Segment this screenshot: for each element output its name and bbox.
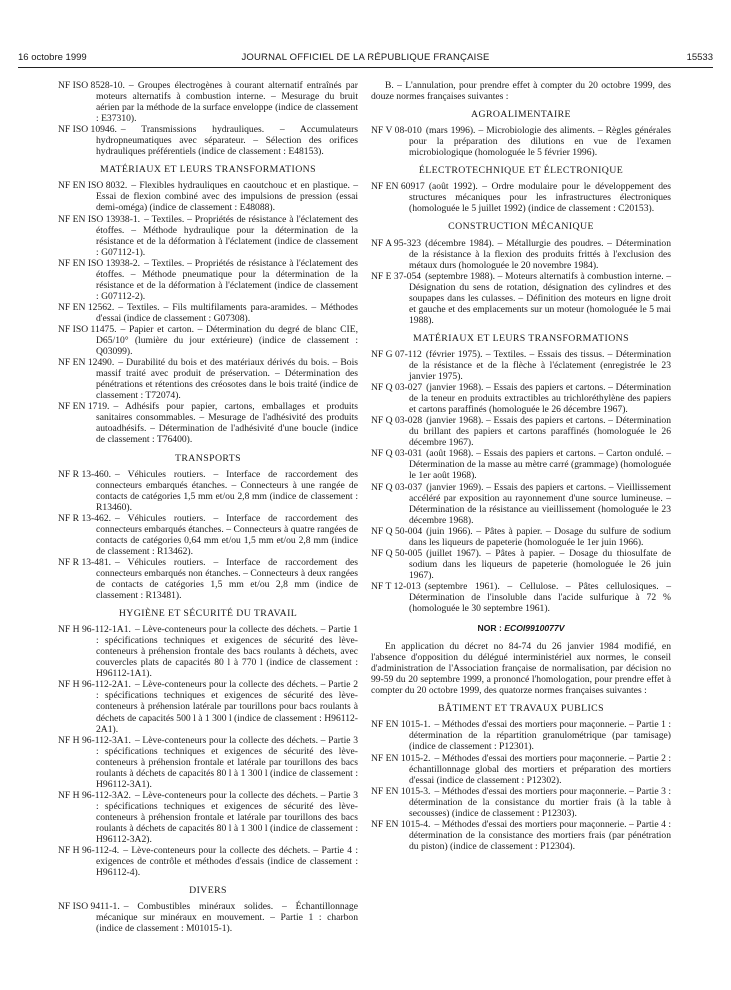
section-heading: ÉLECTROTECHNIQUE ET ÉLECTRONIQUE (418, 165, 624, 177)
norm-code: NF EN 1015-3. (371, 785, 431, 797)
norm-code: NF E 37-054 (371, 270, 422, 282)
norm-code: NF ISO 9411-1. (58, 901, 120, 913)
norm-text: – Combustibles minéraux solides. – Échantillonnage mécanique sur minéraux en mouvement. – Partie 1 : charbon (indice de classement : M01015-1). (96, 901, 358, 935)
norm-text: – Lève-conteneurs pour la collecte des déchets. – Partie 4 : exigences de contrôle et méthodes d'essais (indice de classement : H96112-4). (96, 845, 358, 879)
norm-code: NF EN 1719. (58, 401, 110, 413)
norm-code: NF T 12-013 (371, 580, 421, 592)
norm-text: (janvier 1968). – Essais des papiers et cartons. – Détermination de la teneur en produits extractibles au trichloréthylène des papiers et cartons paraffinés (homologuée le 26 décembre 1967). (409, 382, 671, 416)
norm-code: NF EN ISO 8032. (58, 180, 128, 192)
norm-entry (371, 448, 671, 481)
norm-entry (371, 526, 671, 548)
norm-text: – Véhicules routiers. – Interface de raccordement des connecteurs embarqués étanches. – Connecteurs à quatre rangées de contacts de catégories 0,64 mm et/ou 1,5 mm et/ou 2,8 mm (indice de classement : R13462). (96, 512, 358, 557)
norm-text: (juin 1966). – Pâtes à papier. – Dosage du sulfure de sodium dans les liqueurs de papeterie (homologuée le 1er juin 1966). (409, 525, 671, 548)
norm-entry (371, 482, 671, 526)
norm-code: NF H 96-112-2A1. (58, 679, 131, 691)
norm-code: NF R 13-481. (58, 556, 112, 568)
right-column (371, 80, 671, 852)
norm-text: (janvier 1969). – Essais des papiers et cartons. – Vieillissement accéléré par exposition au rayonnement d'une source lumineuse. – Détermination de la résistance au vieillissement (homologuée le 23 décembre 1968). (409, 481, 671, 526)
norm-entry (58, 324, 358, 357)
norm-text: – Groupes électrogènes à courant alternatif entraînés par moteurs alternatifs à combustion interne. – Mesurage du bruit aérien par la méthode de la surface enveloppe (indice de classement : E37310). (96, 80, 358, 125)
norm-text: – Méthodes d'essai des mortiers pour maçonnerie. – Partie 4 : détermination de la consistance des mortiers frais (par pénétration du piston) (indice de classement : P12304). (409, 818, 671, 852)
norm-entry (58, 624, 358, 679)
norm-code: NF Q 50-005 (371, 547, 423, 559)
section-heading: TRANSPORTS (174, 452, 242, 464)
norm-text: (janvier 1968). – Essais des papiers et cartons. – Détermination du brillant des papiers et cartons paraffinés (homologuée le 26 décembre 1967). (409, 415, 671, 449)
norm-text: – Textiles. – Fils multifilaments para-aramides. – Méthodes d'essai (indice de classement : G07308). (96, 301, 358, 324)
norm-text: – Lève-conteneurs pour la collecte des déchets. – Partie 1 : spécifications techniques et exigences de sécurité des lève-conteneurs à préhension frontale des bacs roulants à déchets, avec couvercles plats de capacités 80 l à 770 l (indice de classement : H96112-1A1). (96, 624, 358, 680)
norm-text: (septembre 1961). – Cellulose. – Pâtes cellulosiques. – Détermination de l'insoluble dans l'acide sulfurique à 72 % (homologuée le 30 septembre 1961). (409, 580, 671, 615)
norm-entry (58, 469, 358, 513)
norm-entry (371, 125, 671, 158)
norm-code: NF Q 03-027 (371, 382, 423, 394)
norm-code: NF EN 12490. (58, 357, 115, 369)
norm-code: NF V 08-010 (371, 125, 422, 137)
norm-text: – Papier et carton. – Détermination du degré de blanc CIE, D65/10° (lumière du jour extérieure) (indice de classement : Q03099). (96, 323, 358, 358)
norm-text: (septembre 1988). – Moteurs alternatifs à combustion interne. – Désignation du sens de rotation, désignation des cylindres et des soupapes dans les culasses. – Définition des moteurs en ligne droit et gauche et des emplacements sur un moteur (homologuée le 5 mai 1988). (409, 270, 671, 326)
norm-code: NF EN 12562. (58, 301, 115, 313)
norm-code: NF Q 50-004 (371, 525, 423, 537)
norm-entry (58, 845, 358, 878)
norm-entry (371, 786, 671, 819)
norm-code: NF R 13-460. (58, 468, 112, 480)
nor-reference (371, 623, 671, 634)
norm-entry (371, 181, 671, 214)
norm-text: (mars 1996). – Microbiologie des aliments. – Règles générales pour la préparation des dilutions en vue de l'examen microbiologique (homologuée le 5 février 1996). (409, 125, 671, 159)
norm-code: NF H 96-112-3A2. (58, 789, 131, 801)
norm-code: NF Q 03-037 (371, 481, 423, 493)
norm-entry (58, 258, 358, 302)
norm-entry (58, 557, 358, 601)
norm-text: (juillet 1967). – Pâtes à papier. – Dosage du thiosulfate de sodium dans les liqueurs de papeterie (homologuée le 26 juin 1967). (409, 547, 671, 581)
nor-label: NOR : (477, 623, 502, 634)
section-heading: BÂTIMENT ET TRAVAUX PUBLICS (438, 703, 604, 715)
norm-entry (58, 80, 358, 124)
left-column (58, 80, 358, 934)
journal-title: JOURNAL OFFICIEL DE LA RÉPUBLIQUE FRANÇAISE (241, 52, 490, 63)
norm-code: NF Q 03-028 (371, 415, 423, 427)
header-rule (18, 67, 713, 68)
norm-text: – Flexibles hydrauliques en caoutchouc et en plastique. – Essai de flexion combiné avec des impulsions de pression (essai demi-oméga) (indice de classement : E48088). (96, 180, 358, 214)
norm-code: NF ISO 11475. (58, 323, 117, 335)
norm-entry (58, 302, 358, 324)
norm-entry (371, 719, 671, 752)
norm-entry (371, 415, 671, 448)
norm-entry (371, 349, 671, 382)
norm-code: NF H 96-112-1A1. (58, 624, 131, 636)
norm-text: – Transmissions hydrauliques. – Accumulateurs hydropneumatiques avec séparateur. – Sélection des orifices hydrauliques préférentiels (indice de classement : E48153). (96, 124, 358, 158)
norm-text: – Textiles. – Propriétés de résistance à l'éclatement des étoffes. – Méthode hydraulique pour la détermination de la résistance et de la déformation à l'éclatement (indice de classement : G07112-1). (96, 213, 358, 258)
norm-entry (58, 735, 358, 790)
norm-entry (371, 382, 671, 415)
norm-text: – Textiles. – Propriétés de résistance à l'éclatement des étoffes. – Méthode pneumatique pour la détermination de la résistance et de la déformation à l'éclatement (indice de classement : G07112-2). (96, 257, 358, 302)
norm-code: NF EN 1015-4. (371, 818, 431, 830)
page-header (18, 52, 713, 66)
norm-code: NF EN 1015-2. (371, 752, 431, 764)
section-heading: AGROALIMENTAIRE (471, 109, 571, 121)
norm-entry (58, 214, 358, 258)
norm-code: NF R 13-462. (58, 512, 112, 524)
norm-text: – Adhésifs pour papier, cartons, emballages et produits sanitaires consommables. – Mesurage de l'adhésivité des produits autoadhésifs. – Détermination de l'adhésivité d'une boucle (indice de classement : T76400). (96, 401, 358, 446)
norm-code: NF EN ISO 13938-1. (58, 213, 141, 225)
header-date: 16 octobre 1999 (18, 52, 87, 63)
norm-text: – Durabilité du bois et des matériaux dérivés du bois. – Bois massif traité avec produit de préservation. – Détermination des pénétrations et rétentions des créosotes dans le bois traité (indice de classement : T72074). (96, 357, 358, 402)
norm-text: (février 1975). – Textiles. – Essais des tissus. – Détermination de la résistance et de la flèche à l'éclatement (enregistrée le 23 janvier 1975). (409, 348, 671, 383)
norm-code: NF H 96-112-3A1. (58, 734, 131, 746)
norm-entry (371, 819, 671, 852)
norm-code: NF H 96-112-4. (58, 845, 120, 857)
norm-entry (371, 581, 671, 614)
norm-entry (58, 790, 358, 845)
section-heading: MATÉRIAUX ET LEURS TRANSFORMATIONS (100, 164, 316, 176)
annulation-intro: B. – L'annulation, pour prendre effet à compter du 20 octobre 1999, des douze normes françaises suivantes : (371, 80, 671, 103)
norm-entry (371, 548, 671, 581)
norm-entry (58, 357, 358, 401)
section-heading: DIVERS (189, 885, 227, 897)
nor-code: ECOI9910077V (504, 623, 565, 634)
norm-code: NF G 07-112 (371, 348, 422, 360)
norm-text: – Lève-conteneurs pour la collecte des déchets. – Partie 3 : spécifications techniques et exigences de sécurité des lève-conteneurs à préhension frontale et latérale par tourillons des bacs roulants à déchets de capacités 80 l à 1 300 l (indice de classement : H96112-3A1). (96, 734, 358, 790)
norm-text: (décembre 1984). – Métallurgie des poudres. – Détermination de la résistance à la flexion des produits frittés à l'exclusion des métaux durs (homologuée le 20 novembre 1984). (409, 237, 671, 271)
norm-text: – Lève-conteneurs pour la collecte des déchets. – Partie 3 : spécifications techniques et exigences de sécurité des lève-conteneurs à préhension frontale et latérale par tourillons des bacs roulants à déchets de capacités 80 l à 1 300 l (indice de classement : H96112-3A2). (96, 789, 358, 846)
norm-code: NF A 95-323 (371, 237, 422, 249)
norm-entry (58, 901, 358, 934)
homologation-paragraph: En application du décret no 84-74 du 26 janvier 1984 modifié, en l'absence d'opposition du délégué interministériel aux normes, le conseil d'administration de l'Association française de normalisation, par décision no 99-59 du 20 septembre 1999, a prononcé l'homologation, pour prendre effet à compter du 20 octobre 1999, des quatorze normes françaises suivantes : (371, 641, 671, 697)
norm-entry (58, 513, 358, 557)
norm-entry (371, 271, 671, 326)
norm-text: – Méthodes d'essai des mortiers pour maçonnerie. – Partie 1 : détermination de la répartition granulométrique (par tamisage) (indice de classement : P12301). (409, 719, 671, 753)
norm-entry (58, 401, 358, 445)
norm-code: NF EN 60917 (371, 181, 425, 193)
norm-entry (58, 180, 358, 213)
norm-entry (371, 753, 671, 786)
norm-text: – Véhicules routiers. – Interface de raccordement des connecteurs embarqués non étanches. – Connecteurs à deux rangées de contacts de catégories 1,5 mm et/ou 2,8 mm (indice de classement : R13481). (96, 556, 358, 602)
section-heading: MATÉRIAUX ET LEURS TRANSFORMATIONS (413, 332, 629, 344)
norm-text: (août 1992). – Ordre modulaire pour le développement des structures mécaniques pour les infrastructures électroniques (homologuée le 5 juillet 1992) (indice de classement : C20153). (409, 181, 671, 215)
norm-text: – Méthodes d'essai des mortiers pour maçonnerie. – Partie 2 : échantillonnage global des mortiers et préparation des mortiers d'essai (indice de classement : P12302). (409, 752, 671, 786)
norm-code: NF ISO 10946. (58, 124, 117, 136)
norm-code: NF ISO 8528-10. (58, 80, 125, 91)
norm-text: (août 1968). – Essais des papiers et cartons. – Carton ondulé. – Détermination de la masse au mètre carré (grammage) (homologuée le 1er août 1968). (409, 448, 671, 482)
norm-entry (58, 124, 358, 157)
norm-text: – Véhicules routiers. – Interface de raccordement des connecteurs embarqués étanches. – Connecteurs à une rangée de contacts de catégories 1,5 mm et/ou 2,8 mm (indice de classement : R13460). (96, 468, 358, 513)
section-heading: HYGIÈNE ET SÉCURITÉ DU TRAVAIL (118, 608, 298, 620)
page-number: 15533 (686, 52, 713, 63)
norm-entry (58, 679, 358, 734)
norm-text: – Méthodes d'essai des mortiers pour maçonnerie. – Partie 3 : détermination de la consistance du mortier frais (à la table à secousses) (indice de classement : P12303). (409, 785, 671, 819)
section-heading: CONSTRUCTION MÉCANIQUE (448, 221, 594, 233)
norm-entry (371, 238, 671, 271)
norm-code: NF EN 1015-1. (371, 719, 431, 731)
norm-text: – Lève-conteneurs pour la collecte des déchets. – Partie 2 : spécifications techniques et exigences de sécurité des lève-conteneurs à préhension latérale par tourillons pour bacs roulants à déchets de capacités 500 l à 1 300 l (indice de classement : H96112-2A1). (96, 679, 358, 735)
norm-code: NF Q 03-031 (371, 448, 423, 460)
norm-code: NF EN ISO 13938-2. (58, 257, 141, 269)
